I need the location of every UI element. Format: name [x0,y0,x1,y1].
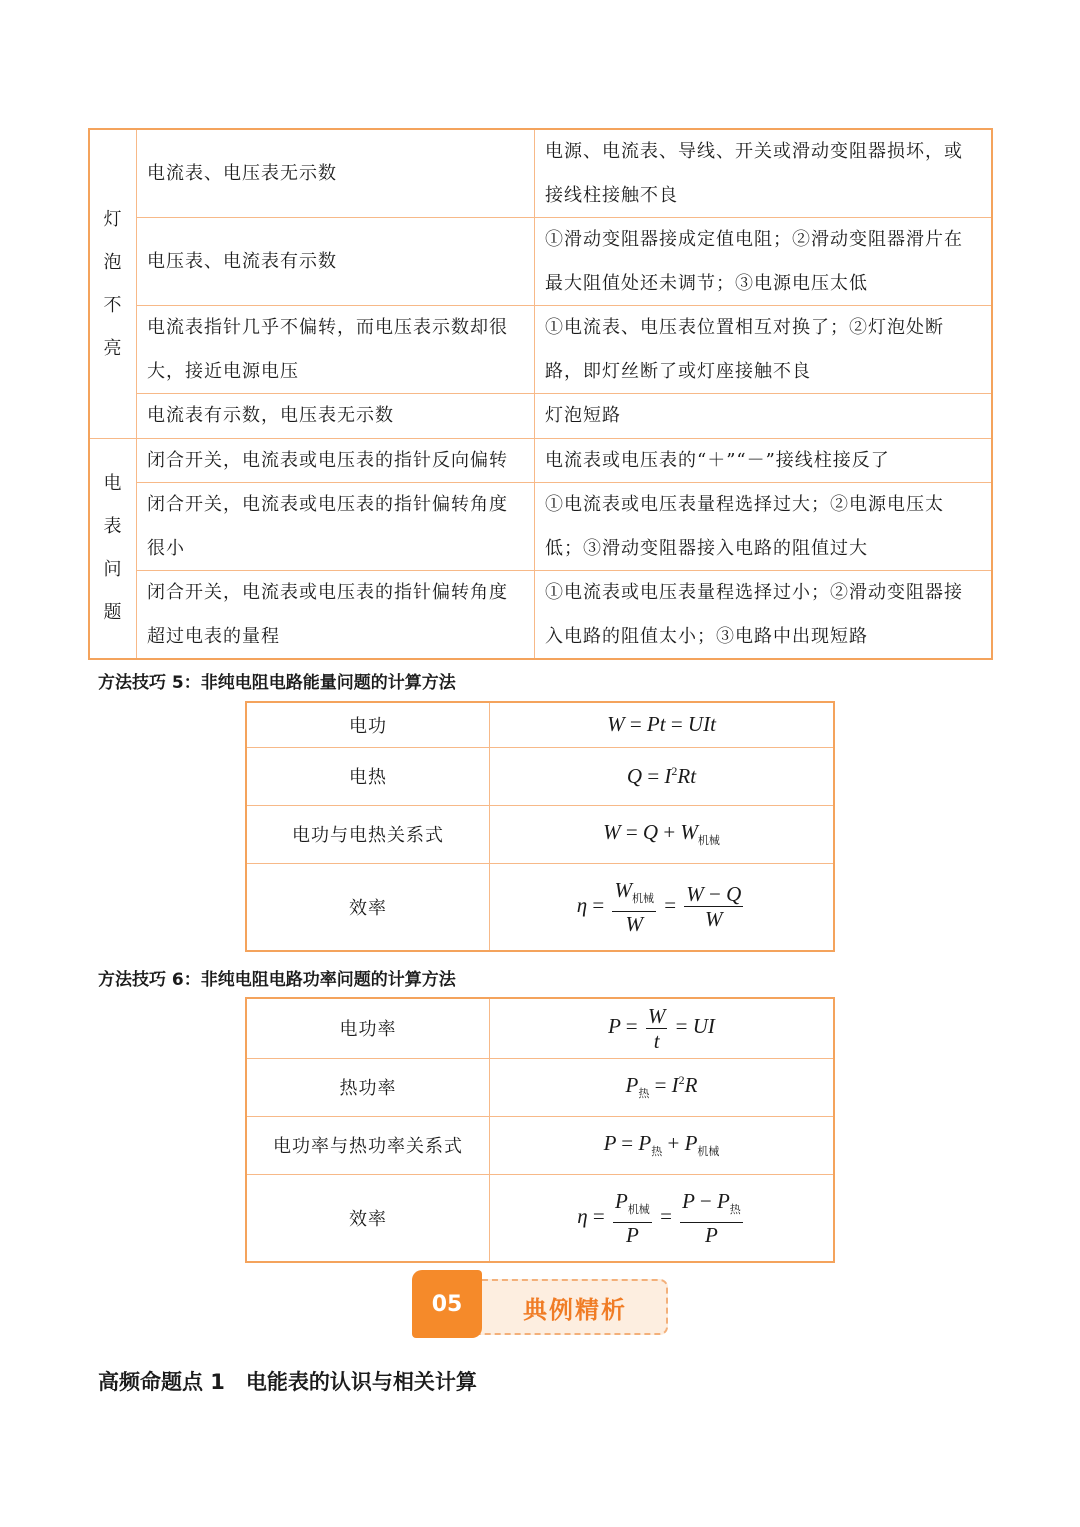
formula-cell: W = Pt = UIt [490,702,835,747]
cause-cell: 灯泡短路 [535,394,993,439]
table-row [246,863,834,951]
category-cell: 电 表 问 题 [89,438,137,659]
table-row [89,438,992,483]
formula-cell: $P = P_热 + P_{机械}$ [490,1116,835,1174]
table-row [246,1058,834,1116]
cause-cell: ①滑动变阻器接成定值电阻；②滑动变阻器滑片在最大阻值处还未调节；③电源电压太低 [535,218,993,306]
method5-heading: 方法技巧 5：非纯电阻电路能量问题的计算方法 [98,673,456,693]
power-formula-table [245,997,835,1263]
formula-cell: η = $\frac{P_{机械}}{P}$ = $\frac{P - P_热}{P}$ [490,1174,835,1262]
table-row [89,394,992,439]
formula-name-cell: 热功率 [246,1058,490,1116]
table-row [89,571,992,660]
formula-name-cell: 电功率与热功率关系式 [246,1116,490,1174]
symptom-cell: 闭合开关，电流表或电压表的指针偏转角度很小 [137,483,535,571]
formula-name-cell: 效率 [246,863,490,951]
badge-number: 05 [412,1270,482,1338]
table-row [246,702,834,747]
cause-cell: ①电流表或电压表量程选择过大；②电源电压太低；③滑动变阻器接入电路的阻值过大 [535,483,993,571]
section-title: 高频命题点 1 电能表的认识与相关计算 [98,1370,477,1394]
symptom-cell: 电流表、电压表无示数 [137,129,535,218]
formula-name-cell: 电功与电热关系式 [246,805,490,863]
table-row [246,1116,834,1174]
formula-name-cell: 电功 [246,702,490,747]
formula-cell: $W = Q + W_{机械}$ [490,805,835,863]
symptom-cell: 电压表、电流表有示数 [137,218,535,306]
table-row [89,129,992,218]
cause-cell: 电源、电流表、导线、开关或滑动变阻器损坏，或接线柱接触不良 [535,129,993,218]
fault-table [88,128,993,660]
formula-cell: η = $\frac{W_{机械}}{W}$ = $\frac{W - Q}{W}$ [490,863,835,951]
formula-name-cell: 电功率 [246,998,490,1058]
symptom-cell: 电流表指针几乎不偏转，而电压表示数却很大，接近电源电压 [137,306,535,394]
category-cell: 灯 泡 不 亮 [89,129,137,438]
section-badge [412,1270,672,1340]
energy-formula-table [245,701,835,952]
formula-name-cell: 效率 [246,1174,490,1262]
formula-cell: $Q = I^2Rt$ [490,747,835,805]
table-row [89,483,992,571]
formula-cell: P = $\frac{W}{t}$ = UI [490,998,835,1058]
formula-name-cell: 电热 [246,747,490,805]
method6-heading: 方法技巧 6：非纯电阻电路功率问题的计算方法 [98,970,456,990]
cause-cell: ①电流表、电压表位置相互对换了；②灯泡处断路，即灯丝断了或灯座接触不良 [535,306,993,394]
symptom-cell: 闭合开关，电流表或电压表的指针反向偏转 [137,438,535,483]
table-row [246,998,834,1058]
badge-label: 典例精析 [464,1279,668,1335]
symptom-cell: 电流表有示数，电压表无示数 [137,394,535,439]
table-row [89,218,992,306]
formula-cell: $P_热 = I^2R$ [490,1058,835,1116]
table-row [246,805,834,863]
cause-cell: 电流表或电压表的“＋”“－”接线柱接反了 [535,438,993,483]
cause-cell: ①电流表或电压表量程选择过小；②滑动变阻器接入电路的阻值太小；③电路中出现短路 [535,571,993,660]
table-row [246,747,834,805]
symptom-cell: 闭合开关，电流表或电压表的指针偏转角度超过电表的量程 [137,571,535,660]
table-row [246,1174,834,1262]
table-row [89,306,992,394]
